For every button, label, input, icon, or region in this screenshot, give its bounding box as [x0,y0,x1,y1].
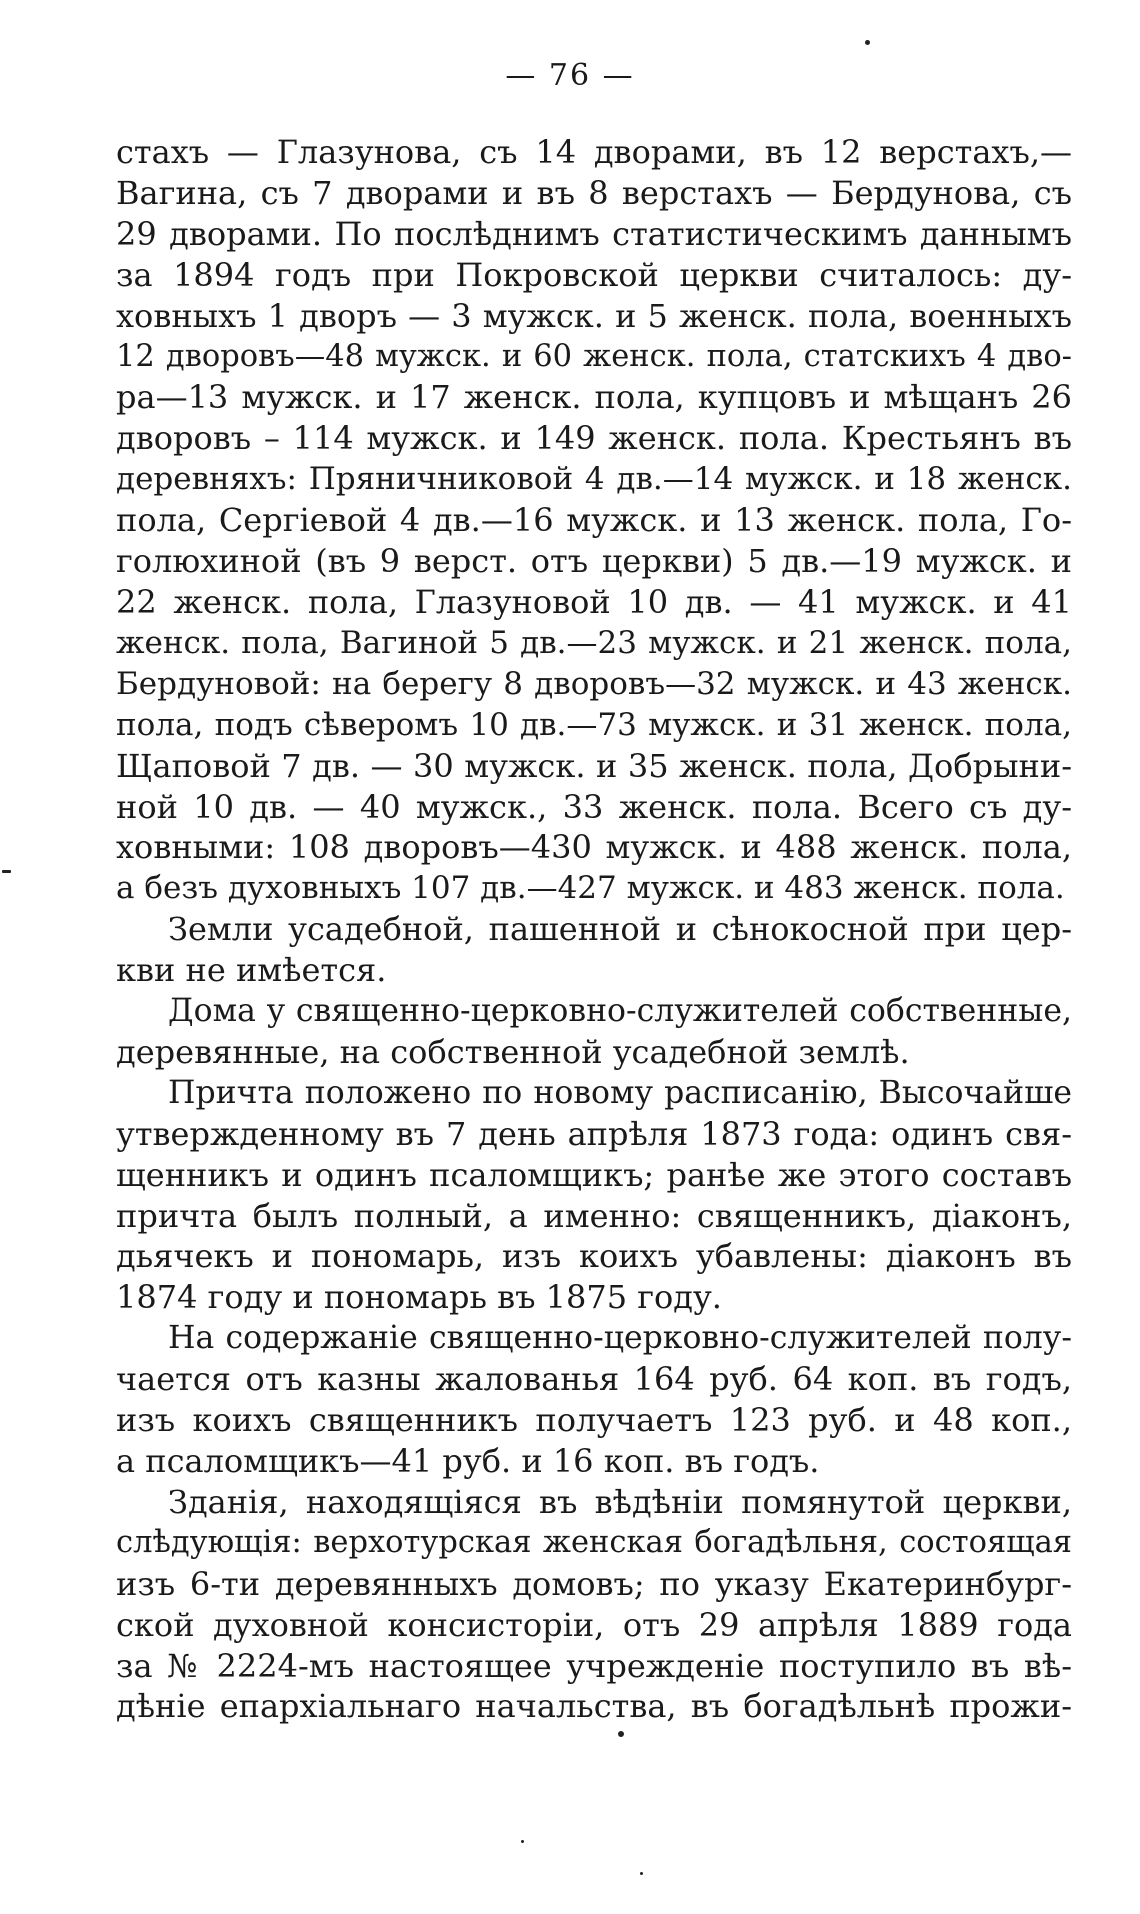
text-line: Вагина, съ 7 дворами и въ 8 верстахъ — Бердунова, съ [116,173,1072,212]
text-line: слѣдующія: верхотурская женская богадѣльня, состоящая [116,1524,1072,1560]
print-speck [618,1731,624,1737]
print-speck [2,870,11,873]
text-line: Земли усадебной, пашенной и сѣнокосной при цер- [168,910,1072,949]
text-line: изъ 6-ти деревянныхъ домовъ; по указу Екатеринбург- [116,1564,1072,1603]
text-line: а псаломщикъ—41 руб. и 16 коп. въ годъ. [116,1442,820,1480]
text-line: пола, Сергіевой 4 дв.—16 мужск. и 13 женск. пола, Го- [116,501,1072,540]
body-text [116,132,1072,1727]
text-line: стахъ — Глазунова, съ 14 дворами, въ 12 верстахъ,— [116,133,1072,171]
text-line: причта былъ полный, а именно: священникъ, діаконъ, [116,1196,1072,1235]
text-line: ра—13 мужск. и 17 женск. пола, купцовъ и мѣщанъ 26 [116,378,1072,417]
text-line: ховныхъ 1 дворъ — 3 мужск. и 5 женск. пола, военныхъ [116,296,1072,335]
text-line: 22 женск. пола, Глазуновой 10 дв. — 41 мужск. и 41 [116,582,1072,621]
text-line: кви не имѣется. [116,951,387,990]
text-line: за № 2224-мъ настоящее учрежденіе поступило въ вѣ- [116,1646,1072,1685]
print-speck [521,1840,524,1843]
text-line: На содержаніе священно-церковно-служителей полу- [168,1320,1072,1357]
text-line: дворовъ – 114 мужск. и 149 женск. пола. Крестьянъ въ [116,419,1072,458]
text-line: ской духовной консисторіи, отъ 29 апрѣля 1889 года [116,1605,1072,1644]
text-line: деревянные, на собственной усадебной землѣ. [116,1032,910,1071]
text-line: Щаповой 7 дв. — 30 мужск. и 35 женск. пола, Добрыни- [116,746,1072,785]
text-line: деревняхъ: Пряничниковой 4 дв.—14 мужск. и 18 женск. [116,461,1072,498]
text-line: 29 дворами. По послѣднимъ статистическимъ даннымъ [116,214,1072,253]
text-line: 12 дворовъ—48 мужск. и 60 женск. пола, статскихъ 4 дво- [116,338,1072,374]
text-line: утвержденному въ 7 день апрѣля 1873 года: одинъ свя- [116,1114,1072,1153]
text-line: Зданія, находящіяся въ вѣдѣніи помянутой церкви, [168,1482,1072,1521]
text-line: дѣніе епархіальнаго начальства, въ богадѣльнѣ прожи- [116,1687,1072,1726]
text-line: за 1894 годъ при Покровской церкви считалось: ду- [116,255,1072,294]
text-line: чается отъ казны жалованья 164 руб. 64 коп. въ годъ, [116,1360,1072,1399]
text-line: ной 10 дв. — 40 мужск., 33 женск. пола. Всего съ ду- [116,787,1072,826]
text-line: дьячекъ и пономарь, изъ коихъ убавлены: діаконъ въ [116,1237,1072,1276]
page-number: — 76 — [505,58,635,93]
print-speck [640,1872,643,1875]
text-line: а безъ духовныхъ 107 дв.—427 мужск. и 483 женск. пола. [116,870,1065,907]
text-line: 1874 году и пономарь въ 1875 году. [116,1278,722,1317]
text-line: щенникъ и одинъ псаломщикъ; ранѣе же этого составъ [116,1155,1072,1194]
text-line: изъ коихъ священникъ получаетъ 123 руб. и 48 коп., [116,1401,1072,1440]
text-line: Бердуновой: на берегу 8 дворовъ—32 мужск. и 43 женск. [116,665,1072,702]
text-line: ховными: 108 дворовъ—430 мужск. и 488 женск. пола, [116,828,1072,867]
print-speck [865,40,870,45]
text-line: женск. пола, Вагиной 5 дв.—23 мужск. и 21 женск. пола, [116,624,1072,661]
text-line: Причта положено по новому расписанію, Высочайше [168,1074,1072,1111]
text-line: пола, подъ сѣверомъ 10 дв.—73 мужск. и 31 женск. пола, [116,706,1072,743]
text-line: Дома у священно-церковно-служителей собственные, [168,993,1072,1030]
text-line: голюхиной (въ 9 верст. отъ церкви) 5 дв.—19 мужск. и [116,542,1072,581]
